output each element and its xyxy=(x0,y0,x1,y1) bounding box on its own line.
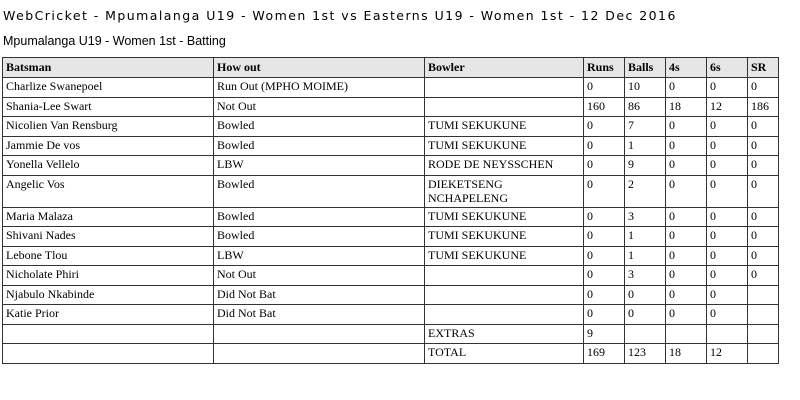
cell-strike-rate: 0 xyxy=(748,175,779,207)
cell-fours: 0 xyxy=(666,117,707,137)
cell-bowler: TUMI SEKUKUNE xyxy=(425,227,584,247)
cell-batsman: Angelic Vos xyxy=(3,175,214,207)
cell-balls: 1 xyxy=(625,136,666,156)
cell-bowler xyxy=(425,305,584,325)
cell-bowler xyxy=(425,285,584,305)
batting-table xyxy=(2,57,779,364)
cell-bowler: RODE DE NEYSSCHEN xyxy=(425,156,584,176)
column-header-batsman: Batsman xyxy=(3,58,214,78)
cell-runs: 0 xyxy=(584,136,625,156)
cell-how-out xyxy=(214,324,425,344)
cell-balls: 123 xyxy=(625,344,666,364)
cell-how-out: Bowled xyxy=(214,117,425,137)
cell-fours: 0 xyxy=(666,78,707,98)
cell-batsman: Yonella Vellelo xyxy=(3,156,214,176)
cell-balls: 3 xyxy=(625,207,666,227)
cell-sixes: 12 xyxy=(707,344,748,364)
cell-runs: 0 xyxy=(584,305,625,325)
table-row xyxy=(3,305,779,325)
cell-strike-rate: 0 xyxy=(748,136,779,156)
cell-bowler xyxy=(425,97,584,117)
cell-fours: 0 xyxy=(666,305,707,325)
cell-bowler: DIEKETSENG NCHAPELENG xyxy=(425,175,584,207)
column-header-how-out: How out xyxy=(214,58,425,78)
cell-runs: 0 xyxy=(584,246,625,266)
cell-batsman: Maria Malaza xyxy=(3,207,214,227)
cell-batsman: Katie Prior xyxy=(3,305,214,325)
cell-runs: 169 xyxy=(584,344,625,364)
cell-how-out: Bowled xyxy=(214,175,425,207)
cell-sixes: 0 xyxy=(707,117,748,137)
cell-strike-rate: 0 xyxy=(748,117,779,137)
cell-fours: 18 xyxy=(666,344,707,364)
cell-strike-rate xyxy=(748,285,779,305)
cell-strike-rate xyxy=(748,344,779,364)
table-row xyxy=(3,136,779,156)
table-row xyxy=(3,285,779,305)
cell-runs: 0 xyxy=(584,78,625,98)
table-row xyxy=(3,78,779,98)
column-header-strike-rate: SR xyxy=(748,58,779,78)
cell-fours: 0 xyxy=(666,285,707,305)
cell-batsman xyxy=(3,324,214,344)
cell-strike-rate: 0 xyxy=(748,207,779,227)
column-header-bowler: Bowler xyxy=(425,58,584,78)
cell-batsman: Charlize Swanepoel xyxy=(3,78,214,98)
cell-runs: 0 xyxy=(584,285,625,305)
cell-bowler: TOTAL xyxy=(425,344,584,364)
cell-bowler xyxy=(425,78,584,98)
cell-strike-rate: 0 xyxy=(748,78,779,98)
table-row xyxy=(3,227,779,247)
cell-balls: 10 xyxy=(625,78,666,98)
cell-fours: 0 xyxy=(666,156,707,176)
cell-how-out: Bowled xyxy=(214,136,425,156)
cell-fours: 0 xyxy=(666,136,707,156)
cell-batsman: Lebone Tlou xyxy=(3,246,214,266)
cell-fours: 0 xyxy=(666,266,707,286)
cell-balls: 2 xyxy=(625,175,666,207)
table-row xyxy=(3,175,779,207)
cell-balls: 1 xyxy=(625,227,666,247)
cell-sixes: 0 xyxy=(707,266,748,286)
cell-balls: 1 xyxy=(625,246,666,266)
cell-strike-rate xyxy=(748,324,779,344)
cell-sixes: 0 xyxy=(707,227,748,247)
cell-sixes: 0 xyxy=(707,136,748,156)
cell-strike-rate xyxy=(748,305,779,325)
cell-sixes xyxy=(707,324,748,344)
cell-sixes: 0 xyxy=(707,305,748,325)
cell-how-out: Not Out xyxy=(214,266,425,286)
column-header-runs: Runs xyxy=(584,58,625,78)
cell-runs: 0 xyxy=(584,227,625,247)
cell-bowler: TUMI SEKUKUNE xyxy=(425,207,584,227)
cell-how-out: LBW xyxy=(214,246,425,266)
cell-sixes: 0 xyxy=(707,78,748,98)
cell-how-out: Did Not Bat xyxy=(214,305,425,325)
cell-batsman: Njabulo Nkabinde xyxy=(3,285,214,305)
cell-sixes: 0 xyxy=(707,285,748,305)
cell-sixes: 0 xyxy=(707,156,748,176)
column-header-balls: Balls xyxy=(625,58,666,78)
cell-how-out: Not Out xyxy=(214,97,425,117)
column-header-fours: 4s xyxy=(666,58,707,78)
total-row xyxy=(3,344,779,364)
cell-bowler: TUMI SEKUKUNE xyxy=(425,117,584,137)
cell-bowler: TUMI SEKUKUNE xyxy=(425,136,584,156)
cell-bowler xyxy=(425,266,584,286)
column-header-sixes: 6s xyxy=(707,58,748,78)
cell-how-out xyxy=(214,344,425,364)
cell-runs: 0 xyxy=(584,207,625,227)
cell-batsman: Shivani Nades xyxy=(3,227,214,247)
cell-fours: 18 xyxy=(666,97,707,117)
cell-how-out: Did Not Bat xyxy=(214,285,425,305)
cell-bowler: TUMI SEKUKUNE xyxy=(425,246,584,266)
cell-strike-rate: 0 xyxy=(748,266,779,286)
table-row xyxy=(3,97,779,117)
cell-runs: 0 xyxy=(584,117,625,137)
cell-batsman xyxy=(3,344,214,364)
table-row xyxy=(3,207,779,227)
cell-how-out: Run Out (MPHO MOIME) xyxy=(214,78,425,98)
cell-batsman: Jammie De vos xyxy=(3,136,214,156)
table-row xyxy=(3,246,779,266)
cell-balls: 7 xyxy=(625,117,666,137)
cell-sixes: 12 xyxy=(707,97,748,117)
cell-balls: 86 xyxy=(625,97,666,117)
table-row xyxy=(3,117,779,137)
cell-balls: 0 xyxy=(625,305,666,325)
cell-runs: 0 xyxy=(584,156,625,176)
page-title: WebCricket - Mpumalanga U19 - Women 1st vs Easterns U19 - Women 1st - 12 Dec 2016 xyxy=(3,8,677,23)
cell-batsman: Shania-Lee Swart xyxy=(3,97,214,117)
cell-strike-rate: 0 xyxy=(748,246,779,266)
table-row xyxy=(3,156,779,176)
cell-fours xyxy=(666,324,707,344)
table-row xyxy=(3,266,779,286)
cell-runs: 9 xyxy=(584,324,625,344)
cell-balls: 3 xyxy=(625,266,666,286)
cell-runs: 160 xyxy=(584,97,625,117)
cell-how-out: Bowled xyxy=(214,207,425,227)
cell-fours: 0 xyxy=(666,246,707,266)
table-header-row xyxy=(3,58,779,78)
section-subtitle: Mpumalanga U19 - Women 1st - Batting xyxy=(3,34,226,48)
cell-how-out: Bowled xyxy=(214,227,425,247)
cell-how-out: LBW xyxy=(214,156,425,176)
cell-batsman: Nicholate Phiri xyxy=(3,266,214,286)
cell-sixes: 0 xyxy=(707,175,748,207)
cell-strike-rate: 0 xyxy=(748,156,779,176)
cell-runs: 0 xyxy=(584,175,625,207)
extras-row xyxy=(3,324,779,344)
cell-runs: 0 xyxy=(584,266,625,286)
cell-fours: 0 xyxy=(666,227,707,247)
cell-fours: 0 xyxy=(666,175,707,207)
cell-strike-rate: 0 xyxy=(748,227,779,247)
cell-sixes: 0 xyxy=(707,246,748,266)
cell-sixes: 0 xyxy=(707,207,748,227)
cell-batsman: Nicolien Van Rensburg xyxy=(3,117,214,137)
cell-strike-rate: 186 xyxy=(748,97,779,117)
cell-balls: 9 xyxy=(625,156,666,176)
cell-fours: 0 xyxy=(666,207,707,227)
cell-bowler: EXTRAS xyxy=(425,324,584,344)
cell-balls: 0 xyxy=(625,285,666,305)
cell-balls xyxy=(625,324,666,344)
